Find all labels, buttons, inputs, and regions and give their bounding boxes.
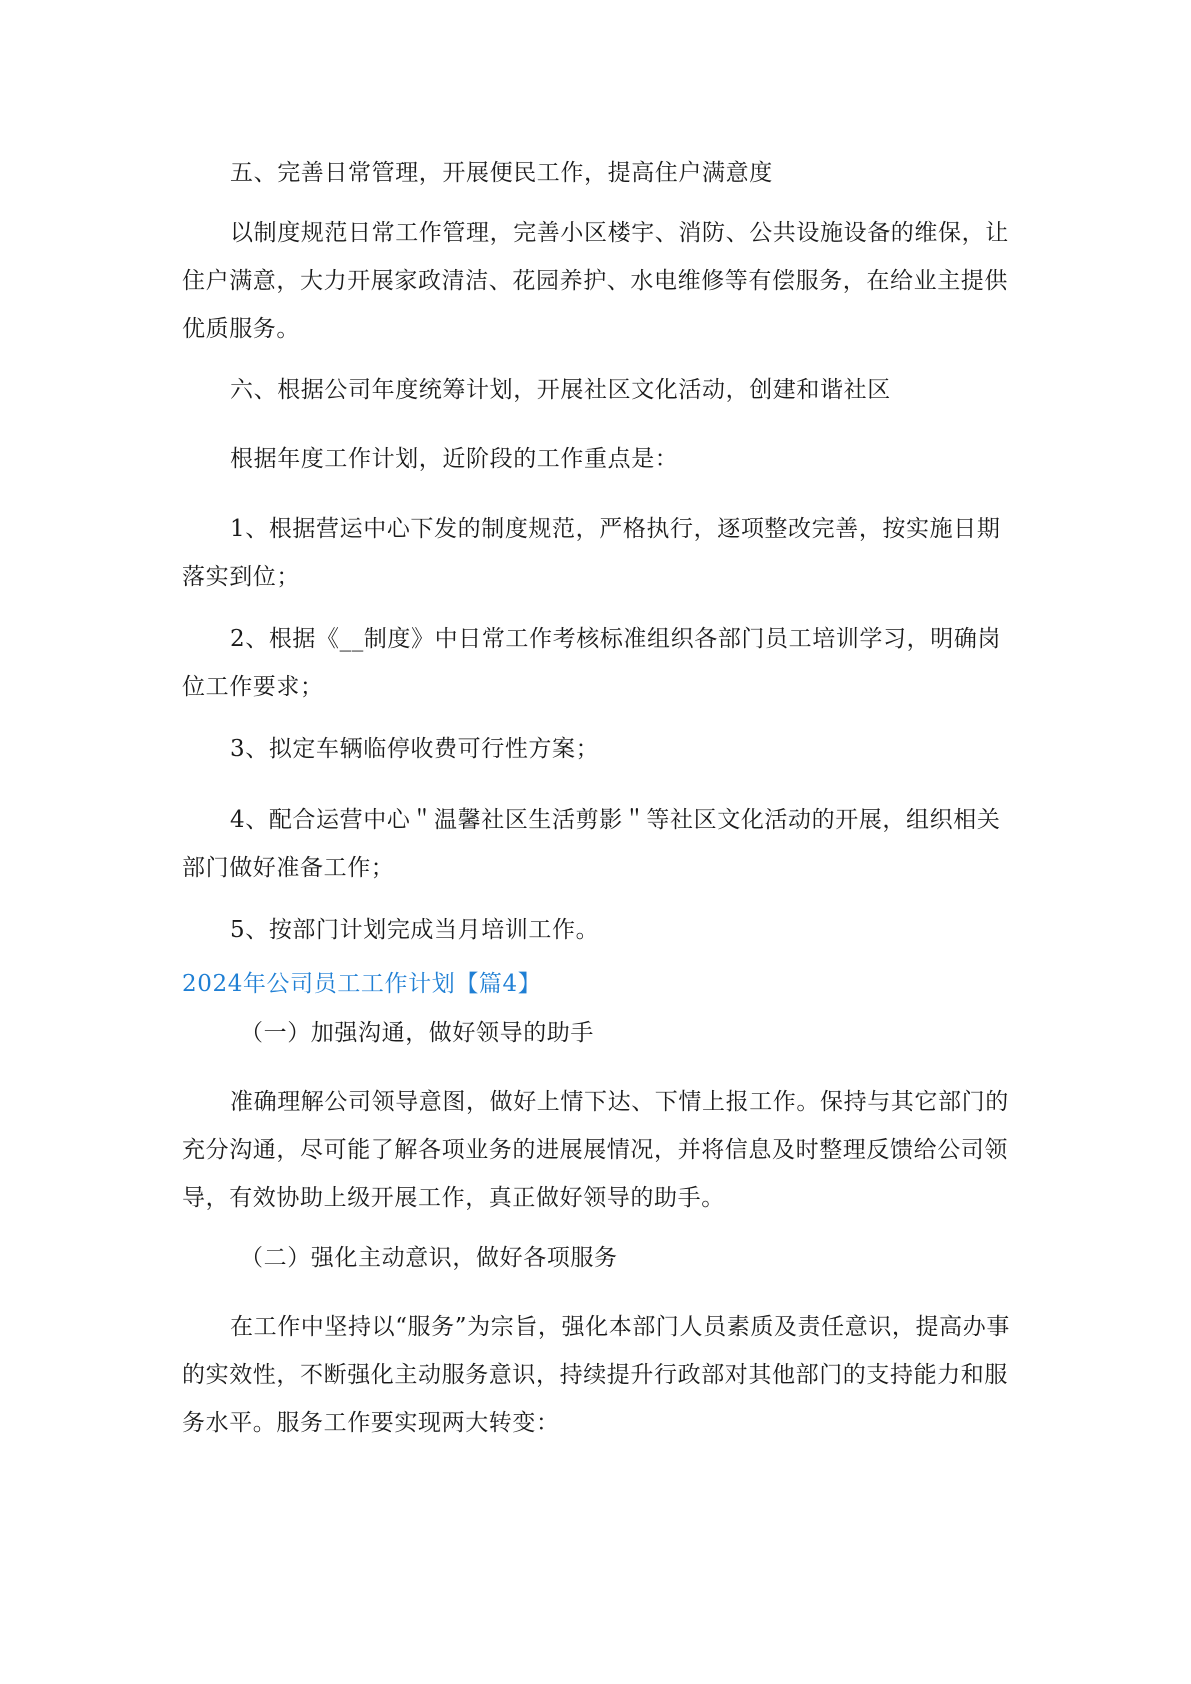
list-item-1: 1、根据营运中心下发的制度规范，严格执行，逐项整改完善，按实施日期落实到位； [182, 516, 1001, 590]
list-item-3: 3、拟定车辆临停收费可行性方案； [230, 736, 600, 762]
section-heading-six: 六、根据公司年度统筹计划，开展社区文化活动，创建和谐社区 [230, 377, 891, 403]
subheading-service: （二）强化主动意识，做好各项服务 [240, 1245, 618, 1271]
article-title-part-4: 2024年公司员工工作计划【篇4】 [182, 971, 542, 997]
subheading-communication: （一）加强沟通，做好领导的助手 [240, 1020, 594, 1046]
list-item-5: 5、按部门计划完成当月培训工作。 [230, 917, 600, 943]
list-item-4: 4、配合运营中心＂温馨社区生活剪影＂等社区文化活动的开展，组织相关部门做好准备工作； [182, 807, 1001, 881]
paragraph-work-focus-intro: 根据年度工作计划，近阶段的工作重点是： [230, 446, 679, 472]
paragraph-daily-management: 以制度规范日常工作管理，完善小区楼宇、消防、公共设施设备的维保，让住户满意，大力开展家政清洁、花园养护、水电维修等有偿服务，在给业主提供优质服务。 [182, 220, 1009, 342]
paragraph-communication: 准确理解公司领导意图，做好上情下达、下情上报工作。保持与其它部门的充分沟通，尽可能了解各项业务的进展展情况，并将信息及时整理反馈给公司领导，有效协助上级开展工作，真正做好领导的助手。 [182, 1089, 1009, 1211]
list-item-2: 2、根据《__制度》中日常工作考核标准组织各部门员工培训学习，明确岗位工作要求； [182, 626, 1002, 700]
section-heading-five: 五、完善日常管理，开展便民工作，提高住户满意度 [230, 160, 773, 186]
paragraph-service: 在工作中坚持以“服务”为宗旨，强化本部门人员素质及责任意识，提高办事的实效性，不断强化主动服务意识，持续提升行政部对其他部门的支持能力和服务水平。服务工作要实现两大转变： [182, 1314, 1010, 1436]
